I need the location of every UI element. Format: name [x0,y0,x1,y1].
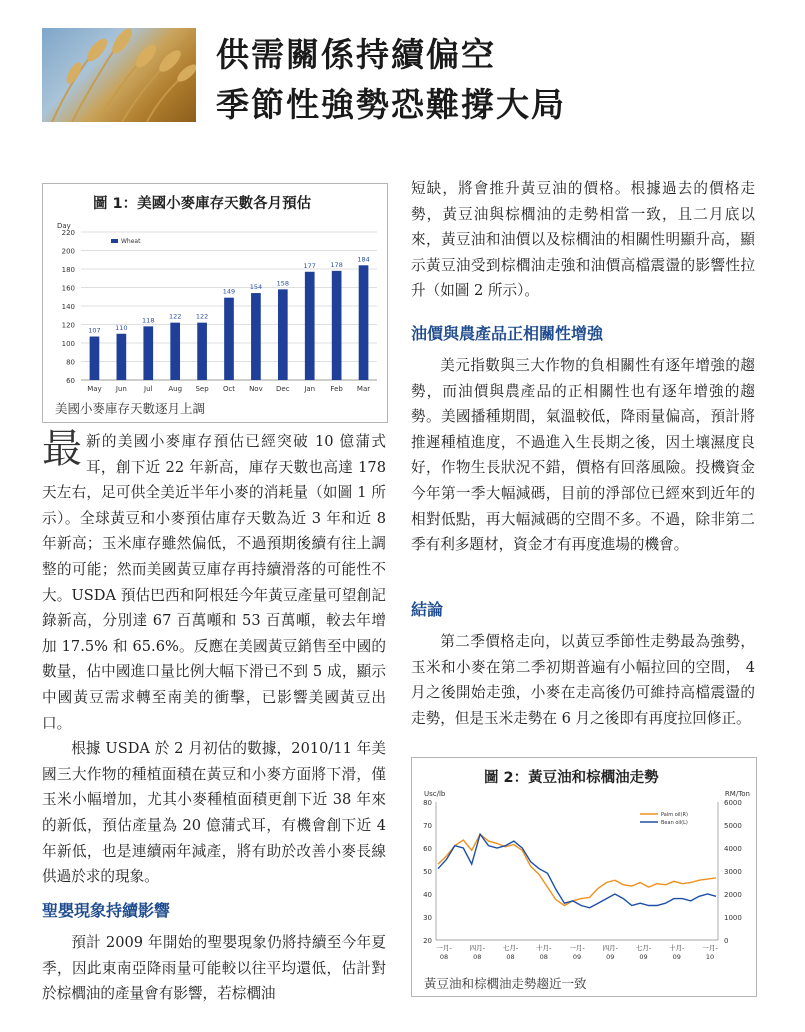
bar-value-label: 184 [357,255,370,264]
legend-label: Palm oil(R) [661,812,688,818]
paragraph-1-text: 新的美國小麥庫存預估已經突破 10 億蒲式耳，創下近 22 年新高，庫存天數也高達 178 天左右，足可供全美近半年小麥的消耗量（如圖 1 所示）。全球黃豆和小麥預估庫存天數為近 3 年和近 8 年新高；玉米庫存雖然偏低，不過預期後續有往上調整的可能；然而美國黃豆庫存再持續滑落的可能性不大。USDA 預估巴西和阿根廷今年黃豆產量可望創記錄新高，分別達 67 百萬噸和 53 百萬噸，較去年增加 17.5% 和 65.6%。反應在美國黃豆銷售至中國的數量，佔中國進口量比例大幅下滑已不到 5 成，顯示中國黃豆需求轉至南美的衝擊，已影響美國黃豆出口。 [42,433,386,732]
x-tick-label-bottom: 08 [539,953,548,961]
x-tick-label-top: 七月- [502,944,519,952]
bar [143,326,153,380]
x-tick-label-bottom: 09 [606,953,615,961]
bar [117,334,127,380]
x-tick-label: Mar [356,385,371,393]
bar-value-label: 122 [168,312,182,321]
series-line [438,834,716,908]
paragraph-3: 預計 2009 年開始的聖嬰現象仍將持續至今年夏季，因此東南亞降雨量可能較以往平均還低，估計對於棕櫚油的產量會有影響，若棕櫚油 [42,934,386,1003]
x-tick-label-top: 十月- [536,944,552,952]
figure-2 [411,757,757,997]
y-tick-label: 120 [61,321,75,330]
figure-2-title: 圖 2：黃豆油和棕櫚油走勢 [484,770,659,786]
y-tick-label: 180 [61,266,75,274]
section-heading-el-nino: 聖嬰現象持續影響 [42,901,171,920]
paragraph-r1: 美元指數與三大作物的負相關性有逐年增強的趨勢，而油價與農產品的正相關性也有逐年增強的趨勢。美國播種期間，氣溫較低，降雨量偏高，預計將推遲種植進度，不過進入生長期之後，因土壤濕度良好，作物生長狀況不錯，價格有回落風險。投機資金今年第一季大幅減碼，目前的淨部位已經來到近年的相對低點，再大幅減碼的空間不多。不過，除非第二季有利多題材，資金才有再度進場的機會。 [411,357,755,554]
y-tick-label: 100 [61,340,75,348]
x-tick-label-bottom: 10 [705,953,715,961]
figure-1-bar-chart [43,218,387,398]
y-tick-label: 60 [66,377,75,385]
x-tick-label-bottom: 09 [672,953,681,961]
figure-2-line-chart [412,788,756,968]
section-heading-conclusion: 結論 [411,600,444,619]
x-tick-label: Jan [304,385,316,393]
right-tick-label: 5000 [724,822,742,830]
figure-2-caption: 黃豆油和棕櫚油走勢趨近一致 [424,976,587,991]
x-tick-label: Aug [168,385,183,393]
left-tick-label: 30 [423,914,432,922]
x-tick-label-top: 四月- [469,944,485,952]
bar [359,265,369,380]
article-title [216,30,566,130]
bar-value-label: 107 [88,326,101,335]
y-tick-label: 200 [61,247,75,256]
figure-1-title: 圖 1：美國小麥庫存天數各月預估 [93,196,312,212]
bar [197,323,207,380]
right-tick-label: 2000 [724,891,742,899]
y-axis-label: Day [57,222,71,230]
bar-value-label: 118 [142,316,155,325]
x-tick-label: Feb [330,385,343,393]
y-tick-label: 140 [61,303,75,311]
bar [305,272,315,380]
left-column [42,426,386,890]
x-tick-label-bottom: 08 [506,953,515,961]
paragraph-r2: 第二季價格走向，以黃豆季節性走勢最為強勢，玉米和小麥在第二季初期普遍有小幅拉回的空間， 4 月之後開始走強，小麥在走高後仍可維持高檔震盪的走勢，但是玉米走勢在 6 月之後即有再度拉回修正。 [411,633,755,727]
left-tick-label: 80 [423,799,432,807]
right-tick-label: 3000 [724,868,742,876]
x-tick-label-top: 四月- [602,944,618,952]
x-tick-label: Sep [195,385,209,393]
legend-label: Wheat [121,238,141,245]
bar [251,293,261,380]
x-tick-label: Jul [144,385,153,393]
right-tick-label: 4000 [724,845,742,853]
x-tick-label: Dec [276,385,290,393]
bar-value-label: 177 [303,261,316,270]
paragraph-r0: 短缺，將會推升黃豆油的價格。根據過去的價格走勢，黃豆油與棕櫚油的走勢相當一致，且二月底以來，黃豆油和油價以及棕櫚油的相關性明顯升高，顯示黃豆油受到棕櫚油走強和油價高檔震盪的影響性拉升（如圖 2 所示）。 [411,180,755,300]
right-column-bottom [411,629,755,731]
x-tick-label: Oct [222,385,236,393]
paragraph-1 [42,426,386,736]
x-tick-label-top: 一月- [569,944,585,952]
x-tick-label: Jun [115,385,127,393]
x-tick-label-top: 十月- [669,944,685,952]
bar [170,323,180,380]
x-tick-label-top: 七月- [635,944,652,952]
series-line [438,834,716,905]
x-tick-label-bottom: 09 [639,953,648,961]
x-tick-label: Nov [249,385,263,393]
bar [90,337,100,380]
right-column-mid [411,353,755,558]
bar-value-label: 178 [330,260,343,269]
bar-value-label: 122 [195,312,209,321]
y-tick-label: 80 [66,358,75,367]
legend-label: Bean oil(L) [661,820,688,826]
figure-1 [42,183,388,423]
x-tick-label-top: 一月- [702,944,718,952]
drop-cap: 最 [42,426,82,472]
right-column-top [411,176,755,304]
bar [278,289,288,380]
right-tick-label: 1000 [724,914,742,922]
right-tick-label: 6000 [724,799,742,807]
bar [224,298,234,380]
left-tick-label: 40 [423,891,432,899]
legend-swatch [111,239,118,243]
bar-value-label: 154 [249,283,263,292]
bar [332,271,342,380]
paragraph-2: 根據 USDA 於 2 月初估的數據，2010/11 年美國三大作物的種植面積在黃豆和小麥方面將下滑，僅玉米小幅增加，尤其小麥種植面積更創下近 38 年來的新低，預估產量為 20 億蒲式耳，有機會創下近 4 年新低，也是連續兩年減產，將有助於改善小麥長線供過於求的現象。 [42,740,386,886]
x-tick-label-bottom: 08 [439,953,449,961]
left-tick-label: 60 [423,845,432,853]
bar-value-label: 110 [115,323,128,332]
left-tick-label: 70 [423,822,432,830]
right-tick-label: 0 [724,937,729,945]
x-tick-label-bottom: 08 [473,953,482,961]
y-tick-label: 220 [61,229,75,237]
title-line-1: 供需關係持續偏空 [216,35,496,74]
x-tick-label: May [87,385,102,393]
left-tick-label: 50 [423,868,432,876]
bar-value-label: 158 [276,279,290,288]
y-tick-label: 160 [61,284,75,293]
left-column-bottom [42,930,386,1007]
x-tick-label-bottom: 09 [572,953,582,961]
right-axis-label: RM/Ton [724,790,750,798]
bar-value-label: 149 [222,287,236,296]
section-heading-oil-correlation: 油價與農產品正相關性增強 [411,324,604,343]
left-tick-label: 20 [423,937,432,945]
title-line-2: 季節性強勢恐難撐大局 [216,85,566,124]
x-tick-label-top: 一月- [436,944,452,952]
wheat-photo [42,28,196,122]
left-axis-label: Usc/lb [424,790,446,798]
figure-1-caption: 美國小麥庫存天數逐月上調 [55,401,206,416]
